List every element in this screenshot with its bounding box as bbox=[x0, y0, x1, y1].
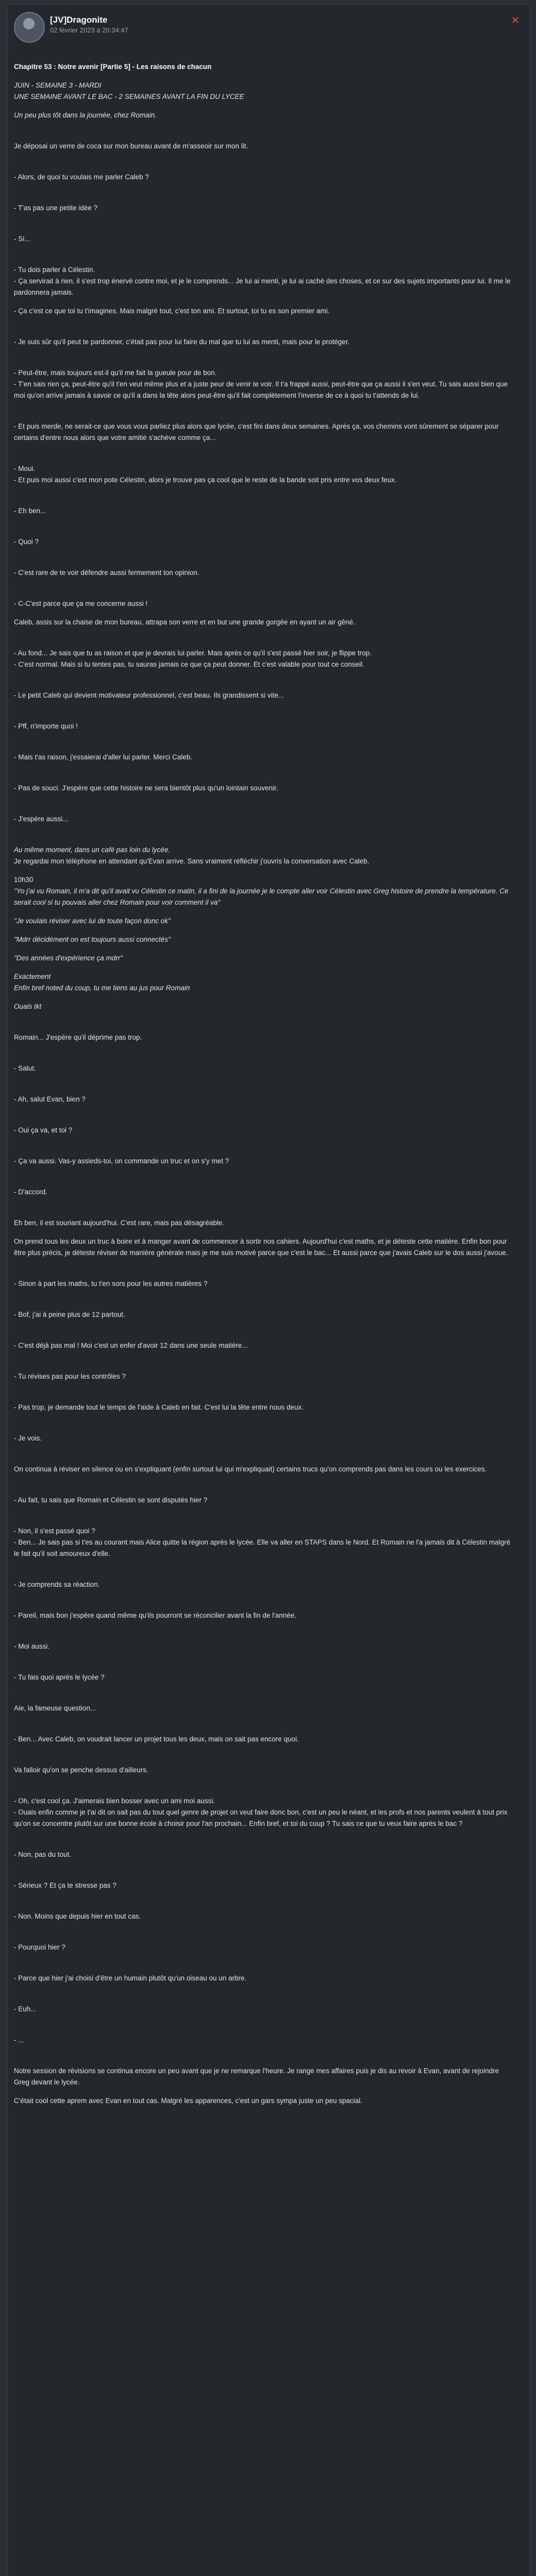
story-line: - Et puis merde, ne serait-ce que vous vous parliez plus alors que lycée, c'est fini dans deux semaines. Après ça, vos chemins vont sûrement se séparer pour certains d'entre nous alors que votre amitié s'achève comme ça... bbox=[14, 422, 499, 442]
story-line: - Quoi ? bbox=[14, 538, 39, 546]
story-line: - C'est rare de te voir défendre aussi fermement ton opinion. bbox=[14, 569, 199, 577]
post-date[interactable]: 02 février 2023 à 20:34:47 bbox=[50, 26, 128, 34]
story-line: - Euh... bbox=[14, 2005, 37, 2013]
message-text: Exactement bbox=[14, 973, 51, 980]
story-line: - Moi aussi. bbox=[14, 1642, 50, 1650]
story-line: - Pourquoi hier ? bbox=[14, 1943, 65, 1951]
story-line: Va falloir qu'on se penche dessus d'ailleurs. bbox=[14, 1766, 148, 1774]
story-line: - Et puis moi aussi c'est mon pote Célestin, alors je trouve pas ça cool que le reste de la bande soit pris entre vos deux feux. bbox=[14, 476, 397, 484]
story-line: - D'accord. bbox=[14, 1188, 47, 1196]
story-line: - ... bbox=[14, 2036, 24, 2044]
story-line: Caleb, assis sur la chaise de mon bureau, attrapa son verre et en but une grande gorgée en ayant un air gêné. bbox=[14, 618, 355, 626]
story-line: - Salut. bbox=[14, 1064, 36, 1072]
story-line: - Tu dois parler à Célestin. bbox=[14, 266, 95, 274]
story-line: - Ça servirait à rien, il s'est trop énervé contre moi, et je le comprends... Je lui ai menti, je lui ai caché des choses, et ce sur des sujets importants pour lui. Il me le pardonnera jamais. bbox=[14, 277, 511, 296]
story-line: - Non, il s'est passé quoi ? bbox=[14, 1527, 95, 1535]
story-line: - Oui ça va, et toi ? bbox=[14, 1126, 73, 1134]
scene-intro: Au même moment, dans un café pas loin du lycée. bbox=[14, 846, 171, 854]
story-line: - Pff, n'importe quoi ! bbox=[14, 722, 78, 730]
story-line: - Ah, salut Evan, bien ? bbox=[14, 1095, 86, 1103]
story-line: - Mais t'as raison, j'essaierai d'aller lui parler. Merci Caleb. bbox=[14, 753, 193, 761]
story-line: - C'est normal. Mais si tu tentes pas, tu sauras jamais ce que ça peut donner. Et c'est valable pour tout ce conseil. bbox=[14, 660, 364, 668]
story-line: - Ça c'est ce que toi tu t'imagines. Mais malgré tout, c'est ton ami. Et surtout, toi tu es son premier ami. bbox=[14, 307, 330, 315]
story-line: - Oh, c'est cool ça. J'aimerais bien bosser avec un ami moi aussi. bbox=[14, 1797, 215, 1805]
story-line: - Au fait, tu sais que Romain et Célestin se sont disputés hier ? bbox=[14, 1496, 208, 1504]
chapter-title: Chapitre 53 : Notre avenir [Partie 5] - Les raisons de chacun bbox=[14, 63, 212, 71]
message-text: "Des années d'expérience ça mdrr" bbox=[14, 954, 123, 962]
story-line: - Ouais enfin comme je t'ai dit on sait pas du tout quel genre de projet on veut faire donc bon, c'est un peu le néant, et les profs et nos parents veulent à tout prix qu'on se concentre plutôt sur une bonne école à choisir pour l'an prochain... Enfin bref, et toi du coup ? Tu sais ce que tu veux faire après le bac ? bbox=[14, 1808, 508, 1827]
story-line: - Moui. bbox=[14, 465, 36, 472]
message-text: Ouais tkt bbox=[14, 1003, 42, 1010]
story-line: - Ça va aussi. Vas-y assieds-toi, on commande un truc et on s'y met ? bbox=[14, 1157, 229, 1165]
story-line: - Le petit Caleb qui devient motivateur professionnel, c'est beau. Ils grandissent si vite... bbox=[14, 691, 284, 699]
story-line: - Sérieux ? Et ça te stresse pas ? bbox=[14, 1882, 116, 1889]
story-line: - Bof, j'ai à peine plus de 12 partout. bbox=[14, 1311, 125, 1318]
message-text: "Je voulais réviser avec lui de toute façon donc ok" bbox=[14, 917, 171, 925]
story-line: - Peut-être, mais toujours est-il qu'il me fait la gueule pour de bon. bbox=[14, 369, 217, 377]
story-line: - Pas trop, je demande tout le temps de l'aide à Caleb en fait. C'est lui la tête entre nous deux. bbox=[14, 1403, 304, 1411]
avatar[interactable] bbox=[14, 12, 45, 43]
message-text: "Yo j'ai vu Romain, il m'a dit qu'il avait vu Célestin ce matin, il a fini de la journée je le compte aller voir Célestin avec Greg histoire de prendre la température. Ce serait cool si tu pouvais aller chez Romain pour voir comment il va" bbox=[14, 887, 509, 906]
author-name[interactable]: [JV]Dragonite bbox=[50, 15, 108, 25]
story-line: - Non, pas du tout. bbox=[14, 1851, 72, 1858]
story-line: - C-C'est parce que ça me concerne aussi ! bbox=[14, 600, 148, 607]
post-content bbox=[14, 61, 514, 2107]
story-line: - Au fond... Je sais que tu as raison et que je devrais lui parler. Mais après ce qu'il s'est passé hier soir, je flippe trop. bbox=[14, 649, 372, 657]
forum-post bbox=[7, 4, 530, 2576]
story-line: - Sinon à part les maths, tu t'en sors pour les autres matières ? bbox=[14, 1280, 208, 1287]
story-line: Je regardai mon téléphone en attendant qu'Evan arrive. Sans vraiment réfléchir j'ouvris la conversation avec Caleb. bbox=[14, 857, 370, 865]
message-text: Enfin bref noted du coup, tu me tiens au jus pour Romain bbox=[14, 984, 190, 992]
message-text: "Mdrr décidément on est toujours aussi connectés" bbox=[14, 936, 171, 943]
story-line: - Pareil, mais bon j'espère quand même qu'ils pourront se réconcilier avant la fin de l'année. bbox=[14, 1612, 297, 1619]
story-line: - Je vois. bbox=[14, 1434, 42, 1442]
story-line: - J'espère aussi... bbox=[14, 815, 69, 823]
story-line: - Alors, de quoi tu voulais me parler Caleb ? bbox=[14, 173, 149, 181]
story-line: - Eh ben... bbox=[14, 507, 46, 515]
post-header bbox=[14, 9, 523, 45]
story-line: C'était cool cette aprem avec Evan en tout cas. Malgré les apparences, c'est un gars sympa juste un peu spacial. bbox=[14, 2097, 363, 2105]
story-line: On prend tous les deux un truc à boire et à manger avant de commencer à sortir nos cahiers. Aujourd'hui c'est maths, et je déteste cette matière. Enfin bon pour être plus précis, je déteste réviser de manière générale mais je me suis motivé parce que c'est le bac... Et aussi parce que j'avais Caleb sur le dos aussi j'avoue. bbox=[14, 1238, 508, 1257]
story-line: - Ben... Je sais pas si t'es au courant mais Alice quitte la région après le lycée. Elle va aller en STAPS dans le Nord. Et Romain ne l'a jamais dit à Célestin malgré le fait qu'il soit amoureux d'elle. bbox=[14, 1538, 511, 1557]
story-line: Aie, la fameuse question... bbox=[14, 1704, 96, 1712]
story-line: - T'en sais rien ça, peut-être qu'il t'en veut même plus et a juste peur de venir te voir. Il t'a frappé aussi, peut-être que ça aussi il s'en veut. Tu sais aussi bien que moi qu'on arrive jamais à savoir ce qu'il a dans la tête alors peut-être qu'il fait complètement l'inverse de ce à quoi tu t'attends de lui. bbox=[14, 380, 508, 399]
story-line: Romain... J'espère qu'il déprime pas trop. bbox=[14, 1033, 142, 1041]
story-line: - Je comprends sa réaction. bbox=[14, 1581, 100, 1588]
story-line: - Pas de souci. J'espère que cette histoire ne sera bientôt plus qu'un lointain souvenir. bbox=[14, 784, 278, 792]
story-line: - Non. Moins que depuis hier en tout cas. bbox=[14, 1912, 141, 1920]
story-line: - C'est déjà pas mal ! Moi c'est un enfer d'avoir 12 dans une seule matière... bbox=[14, 1342, 248, 1349]
story-line: - Ben... Avec Caleb, on voudrait lancer un projet tous les deux, mais on sait pas encore quoi. bbox=[14, 1735, 299, 1743]
story-line: - T'as pas une petite idée ? bbox=[14, 204, 98, 212]
chapter-subtitle: JUIN - SEMAINE 3 - MARDI bbox=[14, 81, 102, 89]
story-line: - Tu fais quoi après le lycée ? bbox=[14, 1673, 105, 1681]
story-line: Eh ben, il est souriant aujourd'hui. C'est rare, mais pas désagréable. bbox=[14, 1219, 225, 1227]
close-icon[interactable]: ✕ bbox=[511, 15, 520, 26]
story-line: - Si... bbox=[14, 235, 30, 243]
story-line: - Tu révises pas pour les contrôles ? bbox=[14, 1372, 126, 1380]
scene-intro: Un peu plus tôt dans la journée, chez Romain. bbox=[14, 111, 157, 119]
story-line: On continua à réviser en silence ou en s'expliquant (enfin surtout lui qui m'expliquait) certains trucs qu'on comprends pas dans les cours ou les exercices. bbox=[14, 1465, 487, 1473]
chapter-subtitle: UNE SEMAINE AVANT LE BAC - 2 SEMAINES AVANT LA FIN DU LYCEE bbox=[14, 93, 244, 100]
story-line: - Parce que hier j'ai choisi d'être un humain plutôt qu'un oiseau ou un arbre. bbox=[14, 1974, 247, 1982]
message-time: 10h30 bbox=[14, 876, 34, 884]
story-line: Notre session de révisions se continua encore un peu avant que je ne remarque l'heure. Je range mes affaires puis je dis au revoir à Evan, avant de rejoindre Greg devant le lycée. bbox=[14, 2067, 499, 2086]
story-line: - Je suis sûr qu'il peut te pardonner, c'était pas pour lui faire du mal que tu lui as menti, mais pour le protéger. bbox=[14, 338, 350, 346]
story-line: Je déposai un verre de coca sur mon bureau avant de m'asseoir sur mon lit. bbox=[14, 142, 248, 150]
